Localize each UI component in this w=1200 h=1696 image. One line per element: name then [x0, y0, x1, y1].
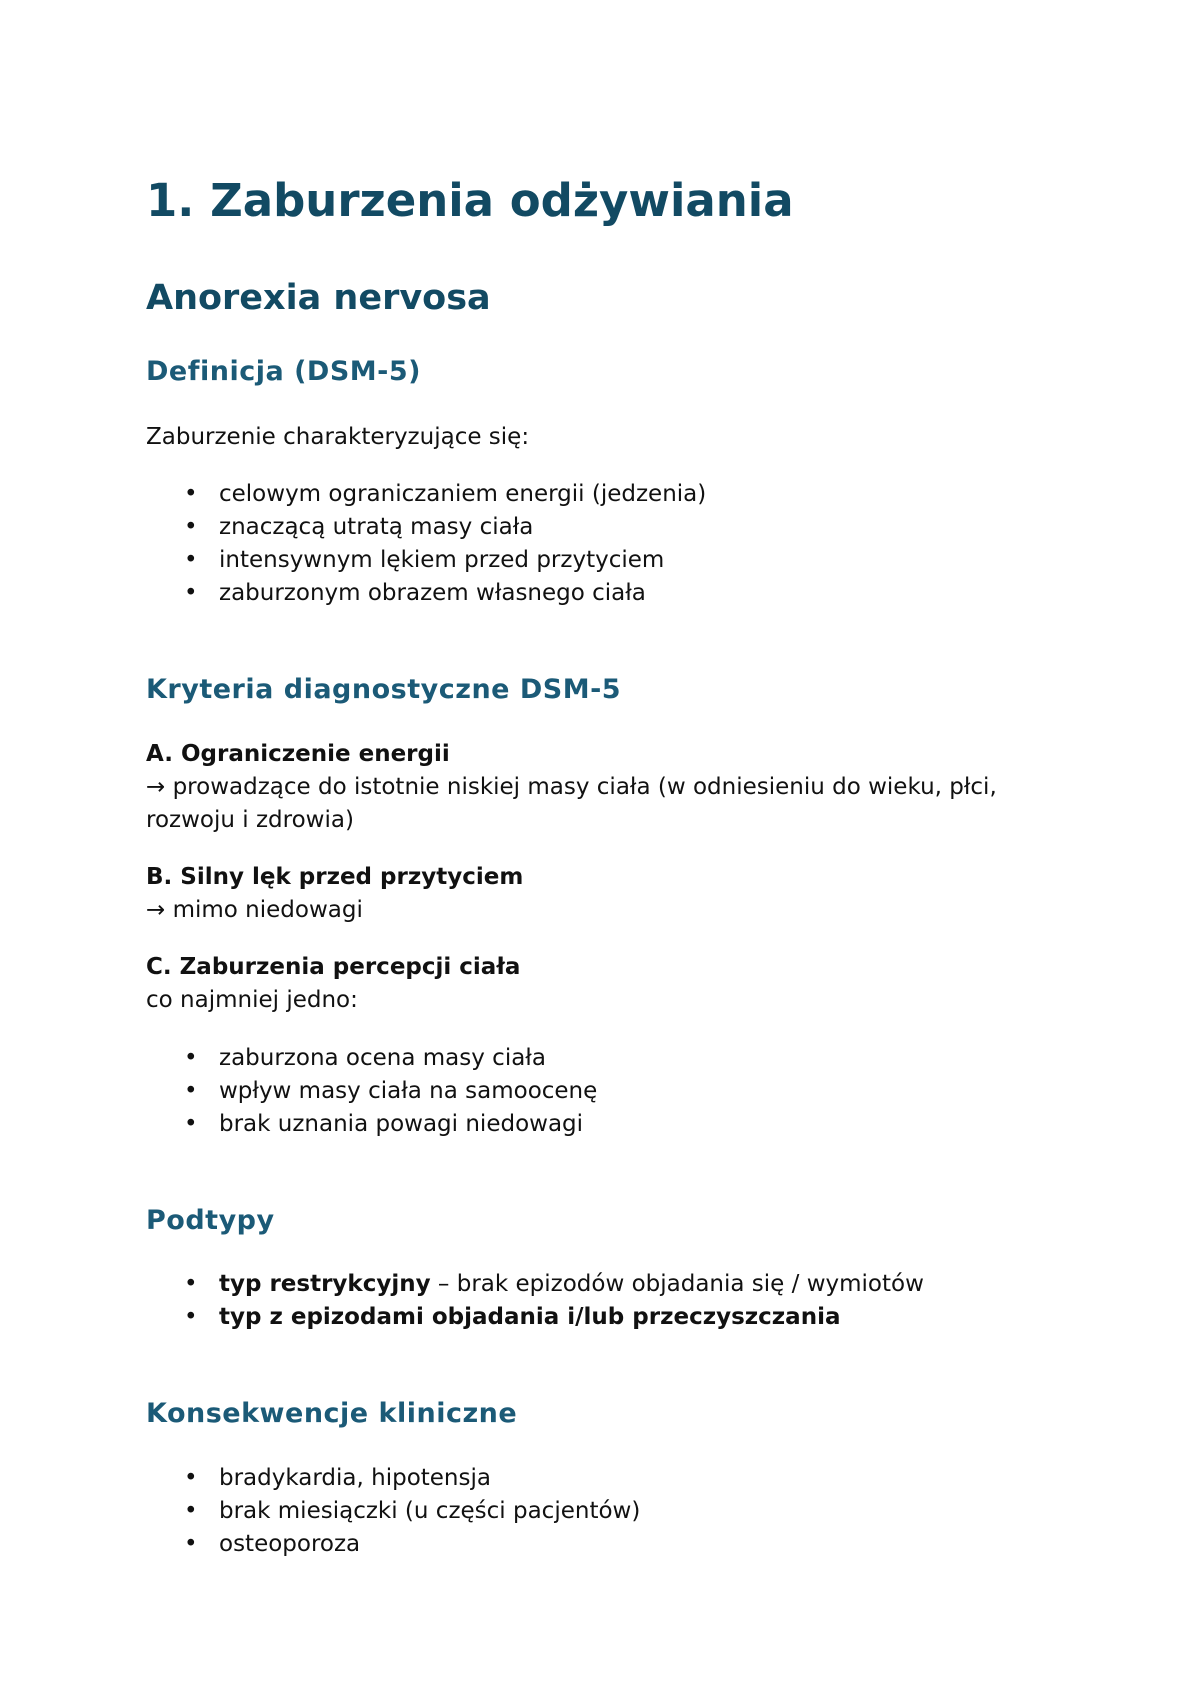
consequences-list	[146, 1462, 640, 1561]
definition-heading: Definicja (DSM-5)	[146, 356, 421, 387]
criterion-c-title: C. Zaburzenia percepcji ciała	[146, 954, 521, 980]
bullet-icon: •	[184, 514, 198, 540]
document-title: 1. Zaburzenia odżywiania	[146, 174, 794, 227]
bullet-icon: •	[184, 1271, 198, 1297]
criterion-a	[146, 738, 1066, 837]
criterion-b-title: B. Silny lęk przed przytyciem	[146, 864, 524, 890]
section-heading: Anorexia nervosa	[146, 278, 491, 318]
bullet-icon: •	[184, 547, 198, 573]
criterion-c	[146, 951, 520, 1017]
criterion-a-title: A. Ograniczenie energii	[146, 741, 450, 767]
list-item: • brak miesiączki (u części pacjentów)	[146, 1495, 640, 1528]
bullet-icon: •	[184, 1078, 198, 1104]
bullet-icon: •	[184, 481, 198, 507]
list-item: • intensywnym lękiem przed przytyciem	[146, 544, 706, 577]
list-item: • znaczącą utratą masy ciała	[146, 511, 706, 544]
bullet-icon: •	[184, 1498, 198, 1524]
criteria-heading: Kryteria diagnostyczne DSM-5	[146, 674, 622, 705]
definition-list	[146, 478, 706, 610]
subtypes-heading: Podtypy	[146, 1205, 275, 1236]
definition-intro: Zaburzenie charakteryzujące się:	[146, 424, 530, 450]
bullet-icon: •	[184, 580, 198, 606]
criterion-b-body: → mimo niedowagi	[146, 897, 363, 923]
bullet-icon: •	[184, 1465, 198, 1491]
criterion-c-list	[146, 1042, 597, 1141]
list-item: • typ restrykcyjny – brak epizodów objadania się / wymiotów	[146, 1268, 924, 1301]
bullet-icon: •	[184, 1531, 198, 1557]
criterion-a-body: → prowadzące do istotnie niskiej masy ciała (w odniesieniu do wieku, płci, rozwoju i zdrowia)	[146, 774, 997, 833]
list-item: • celowym ograniczaniem energii (jedzenia)	[146, 478, 706, 511]
bullet-icon: •	[184, 1304, 198, 1330]
bullet-icon: •	[184, 1111, 198, 1137]
bullet-icon: •	[184, 1045, 198, 1071]
consequences-heading: Konsekwencje kliniczne	[146, 1398, 518, 1429]
list-item: • zaburzonym obrazem własnego ciała	[146, 577, 706, 610]
list-item: • typ z epizodami objadania i/lub przeczyszczania	[146, 1301, 924, 1334]
criterion-b	[146, 861, 523, 927]
list-item: • wpływ masy ciała na samoocenę	[146, 1075, 597, 1108]
criterion-c-body: co najmniej jedno:	[146, 987, 358, 1013]
list-item: • brak uznania powagi niedowagi	[146, 1108, 597, 1141]
list-item: • bradykardia, hipotensja	[146, 1462, 640, 1495]
list-item: • osteoporoza	[146, 1528, 640, 1561]
subtypes-list	[146, 1268, 924, 1334]
list-item: • zaburzona ocena masy ciała	[146, 1042, 597, 1075]
